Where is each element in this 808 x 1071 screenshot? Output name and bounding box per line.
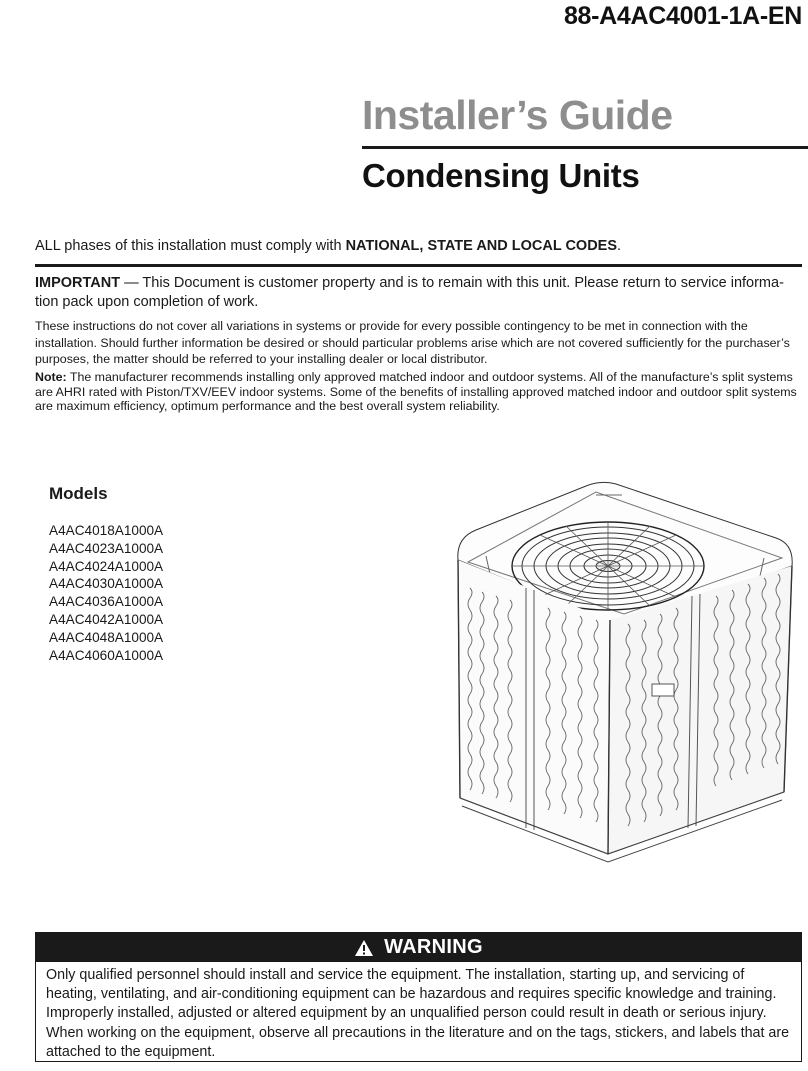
note-body: The manufacturer recommends installing only approved matched indoor and outdoor systems. All of the manufacture’s split systems are AHRI rated with Piston/TXV/EEV indoor systems. Some of the benefits of installing approved matched indoor and outdoor split systems are maximum efficiency, optimum performance and the best overall system reliability.: [35, 370, 797, 413]
important-body: — This Document is customer property and is to remain with this unit. Please return to service information pack upon completion of work.: [35, 275, 784, 310]
intro-paragraph: These instructions do not cover all variations in systems or provide for every possible contingency to be met in connection with the installation. Should further information be desired or should particular problems arise which are not covered sufficiently for the purchaser’s purposes, the matter should be referred to your installing dealer or local distributor.: [35, 319, 790, 366]
important-notice: [35, 274, 798, 312]
warning-text: Only qualified personnel should install and service the equipment. The installation, starting up, and servicing of heating, ventilating, and air-conditioning equipment can be hazardous and requires specific knowledge and training. Improperly installed, adjusted or altered equipment by an unqualified person could result in death or serious injury. When working on the equipment, observe all precautions in the literature and on the tags, stickers, and labels that are attached to the equipment.: [46, 967, 790, 1060]
codes-notice-prefix: ALL phases of this installation must comply with: [35, 238, 346, 254]
warning-title: WARNING: [384, 936, 483, 958]
models-list: [49, 522, 163, 664]
codes-notice-suffix: .: [617, 238, 622, 254]
important-label: IMPORTANT: [35, 275, 121, 291]
warning-header: [36, 933, 801, 962]
model-item: A4AC4048A1000A: [49, 629, 164, 645]
model-item: A4AC4018A1000A: [49, 523, 164, 538]
guide-title: Installer’s Guide: [362, 92, 673, 138]
note-paragraph: [35, 370, 798, 414]
model-item: A4AC4023A1000A: [49, 540, 164, 556]
codes-notice-emphasis: NATIONAL, STATE AND LOCAL CODES: [345, 238, 618, 254]
model-item: A4AC4042A1000A: [49, 611, 164, 627]
guide-subtitle: Condensing Units: [362, 157, 640, 194]
warning-box: [35, 932, 802, 1062]
note-label: Note:: [35, 370, 67, 384]
document-number: 88-A4AC4001-1A-EN: [563, 2, 802, 30]
title-divider: [362, 146, 808, 149]
codes-notice: [35, 238, 621, 254]
model-item: A4AC4036A1000A: [49, 594, 164, 610]
model-item: A4AC4024A1000A: [49, 558, 164, 574]
important-divider: [35, 264, 802, 267]
condensing-unit-illustration: [446, 478, 798, 868]
model-item: A4AC4060A1000A: [49, 647, 164, 663]
model-item: A4AC4030A1000A: [49, 576, 164, 592]
warning-triangle-icon: [354, 939, 374, 957]
models-heading: Models: [49, 484, 108, 503]
